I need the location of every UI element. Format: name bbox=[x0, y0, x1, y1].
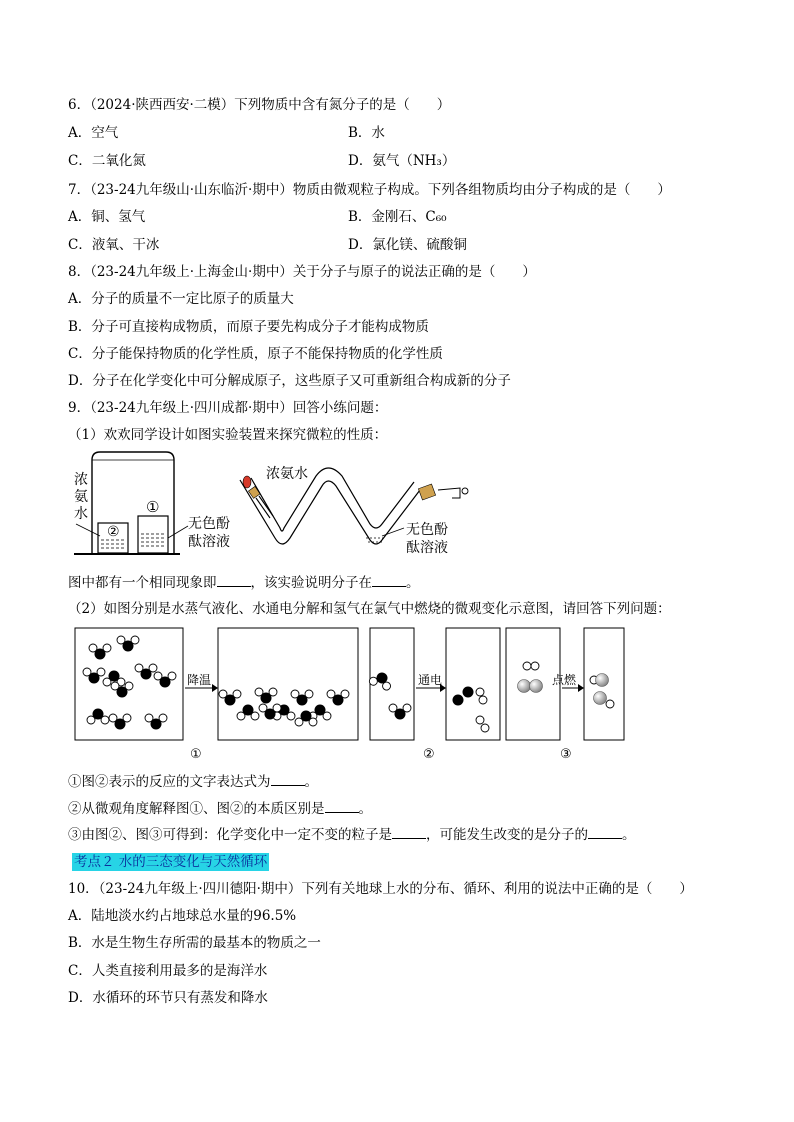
fig2-num-1: ① bbox=[190, 747, 202, 762]
q9-sub3 bbox=[68, 826, 636, 844]
fig1-tube-phenol-1: 无色酚 bbox=[406, 522, 448, 538]
arrow-ignite-label: 点燃 bbox=[552, 673, 577, 687]
q10-stem: 10．（23-24九年级上·四川德阳·期中）下列有关地球上水的分布、循环、利用的说法中正确的是（ ） bbox=[68, 881, 693, 897]
arrow-electrolysis-label: 通电 bbox=[418, 673, 443, 687]
q6-stem: 6．（2024·陕西西安·二模）下列物质中含有氮分子的是（ ） bbox=[68, 97, 451, 113]
fig2-num-3: ③ bbox=[560, 747, 572, 762]
q7-option-c: C．液氧、干冰 bbox=[68, 237, 160, 253]
fig1-phenol-2: 酞溶液 bbox=[188, 534, 230, 550]
q9-sub1-a: ①图②表示的反应的文字表达式为 bbox=[68, 774, 271, 790]
fig1-label-shui: 水 bbox=[74, 506, 88, 522]
q9-sub1 bbox=[68, 773, 318, 791]
q9-sub2 bbox=[68, 800, 372, 818]
answer-blank bbox=[217, 574, 251, 587]
q6-option-d: D．氨气（NH₃） bbox=[348, 153, 456, 169]
fig1-beaker-2: ② bbox=[107, 524, 120, 540]
q9-part2: （2）如图分别是水蒸气液化、水通电分解和氢气在氯气中燃烧的微观变化示意图，请回答下列问题： bbox=[68, 601, 671, 617]
q7-stem: 7．（23-24九年级山·山东临沂·期中）物质由微观粒子构成。下列各组物质均由分子构成的是（ ） bbox=[68, 182, 671, 198]
q8-stem: 8．（23-24九年级上·上海金山·期中）关于分子与原子的说法正确的是（ ） bbox=[68, 264, 536, 280]
fig2-num-2: ② bbox=[423, 747, 435, 762]
fig1-tube-label: 浓氨水 bbox=[266, 466, 308, 482]
arrow-cool-label: 降温 bbox=[187, 673, 212, 687]
apparatus-figure bbox=[70, 448, 480, 568]
fig1-beaker-1: ① bbox=[146, 498, 160, 516]
q9-sub2-b: 。 bbox=[358, 801, 372, 817]
q8-option-d: D．分子在化学变化中可分解成原子，这些原子又可重新组合构成新的分子 bbox=[68, 373, 511, 389]
q7-option-a: A．铜、氢气 bbox=[68, 209, 146, 225]
fig1-tube-phenol-2: 酞溶液 bbox=[406, 540, 448, 556]
q9-sub3-a: ③由图②、图③可得到：化学变化中一定不变的粒子是 bbox=[68, 827, 392, 843]
q6-option-c: C．二氧化氮 bbox=[68, 153, 146, 169]
topic-heading: 考点２ 水的三态变化与天然循环 bbox=[74, 854, 268, 870]
fig1-phenol-1: 无色酚 bbox=[188, 516, 230, 532]
q6-option-a: A．空气 bbox=[68, 125, 119, 141]
q10-option-a: A．陆地淡水约占地球总水量的96.5% bbox=[68, 908, 297, 924]
q9-sub2-a: ②从微观角度解释图①、图②的本质区别是 bbox=[68, 801, 325, 817]
q9-sub1-b: 。 bbox=[304, 774, 318, 790]
answer-blank bbox=[271, 773, 305, 786]
q9-sub3-c: 。 bbox=[622, 827, 636, 843]
q8-option-a: A．分子的质量不一定比原子的质量大 bbox=[68, 291, 294, 307]
answer-blank bbox=[372, 574, 406, 587]
q10-option-d: D．水循环的环节只有蒸发和降水 bbox=[68, 990, 268, 1006]
q10-option-b: B．水是生物生存所需的最基本的物质之一 bbox=[68, 935, 321, 951]
q6-option-b: B．水 bbox=[348, 125, 385, 141]
answer-blank bbox=[392, 826, 426, 839]
q8-option-c: C．分子能保持物质的化学性质，原子不能保持物质的化学性质 bbox=[68, 346, 443, 362]
answer-blank bbox=[588, 826, 622, 839]
q8-option-b: B．分子可直接构成物质，而原子要先构成分子才能构成物质 bbox=[68, 319, 429, 335]
q9-part1-question-c: 。 bbox=[406, 575, 420, 591]
q10-option-c: C．人类直接利用最多的是海洋水 bbox=[68, 963, 268, 979]
q9-part1-question-b: ，该实验说明分子在 bbox=[250, 575, 372, 591]
q9-part1-question bbox=[68, 574, 420, 592]
q7-option-d: D．氯化镁、硫酸铜 bbox=[348, 237, 467, 253]
q9-stem: 9．（23-24九年级上·四川成都·期中）回答小练问题： bbox=[68, 400, 388, 416]
answer-blank bbox=[325, 800, 359, 813]
q9-part1-question-a: 图中都有一个相同现象即 bbox=[68, 575, 217, 591]
fig1-label-nong: 浓 bbox=[74, 472, 88, 488]
micro-change-figure bbox=[70, 624, 630, 764]
q9-part1: （1）欢欢同学设计如图实验装置来探究微粒的性质： bbox=[68, 427, 388, 443]
fig1-label-an: 氨 bbox=[74, 489, 88, 505]
q9-sub3-b: ，可能发生改变的是分子的 bbox=[426, 827, 588, 843]
q7-option-b: B．金刚石、C₆₀ bbox=[348, 209, 447, 225]
